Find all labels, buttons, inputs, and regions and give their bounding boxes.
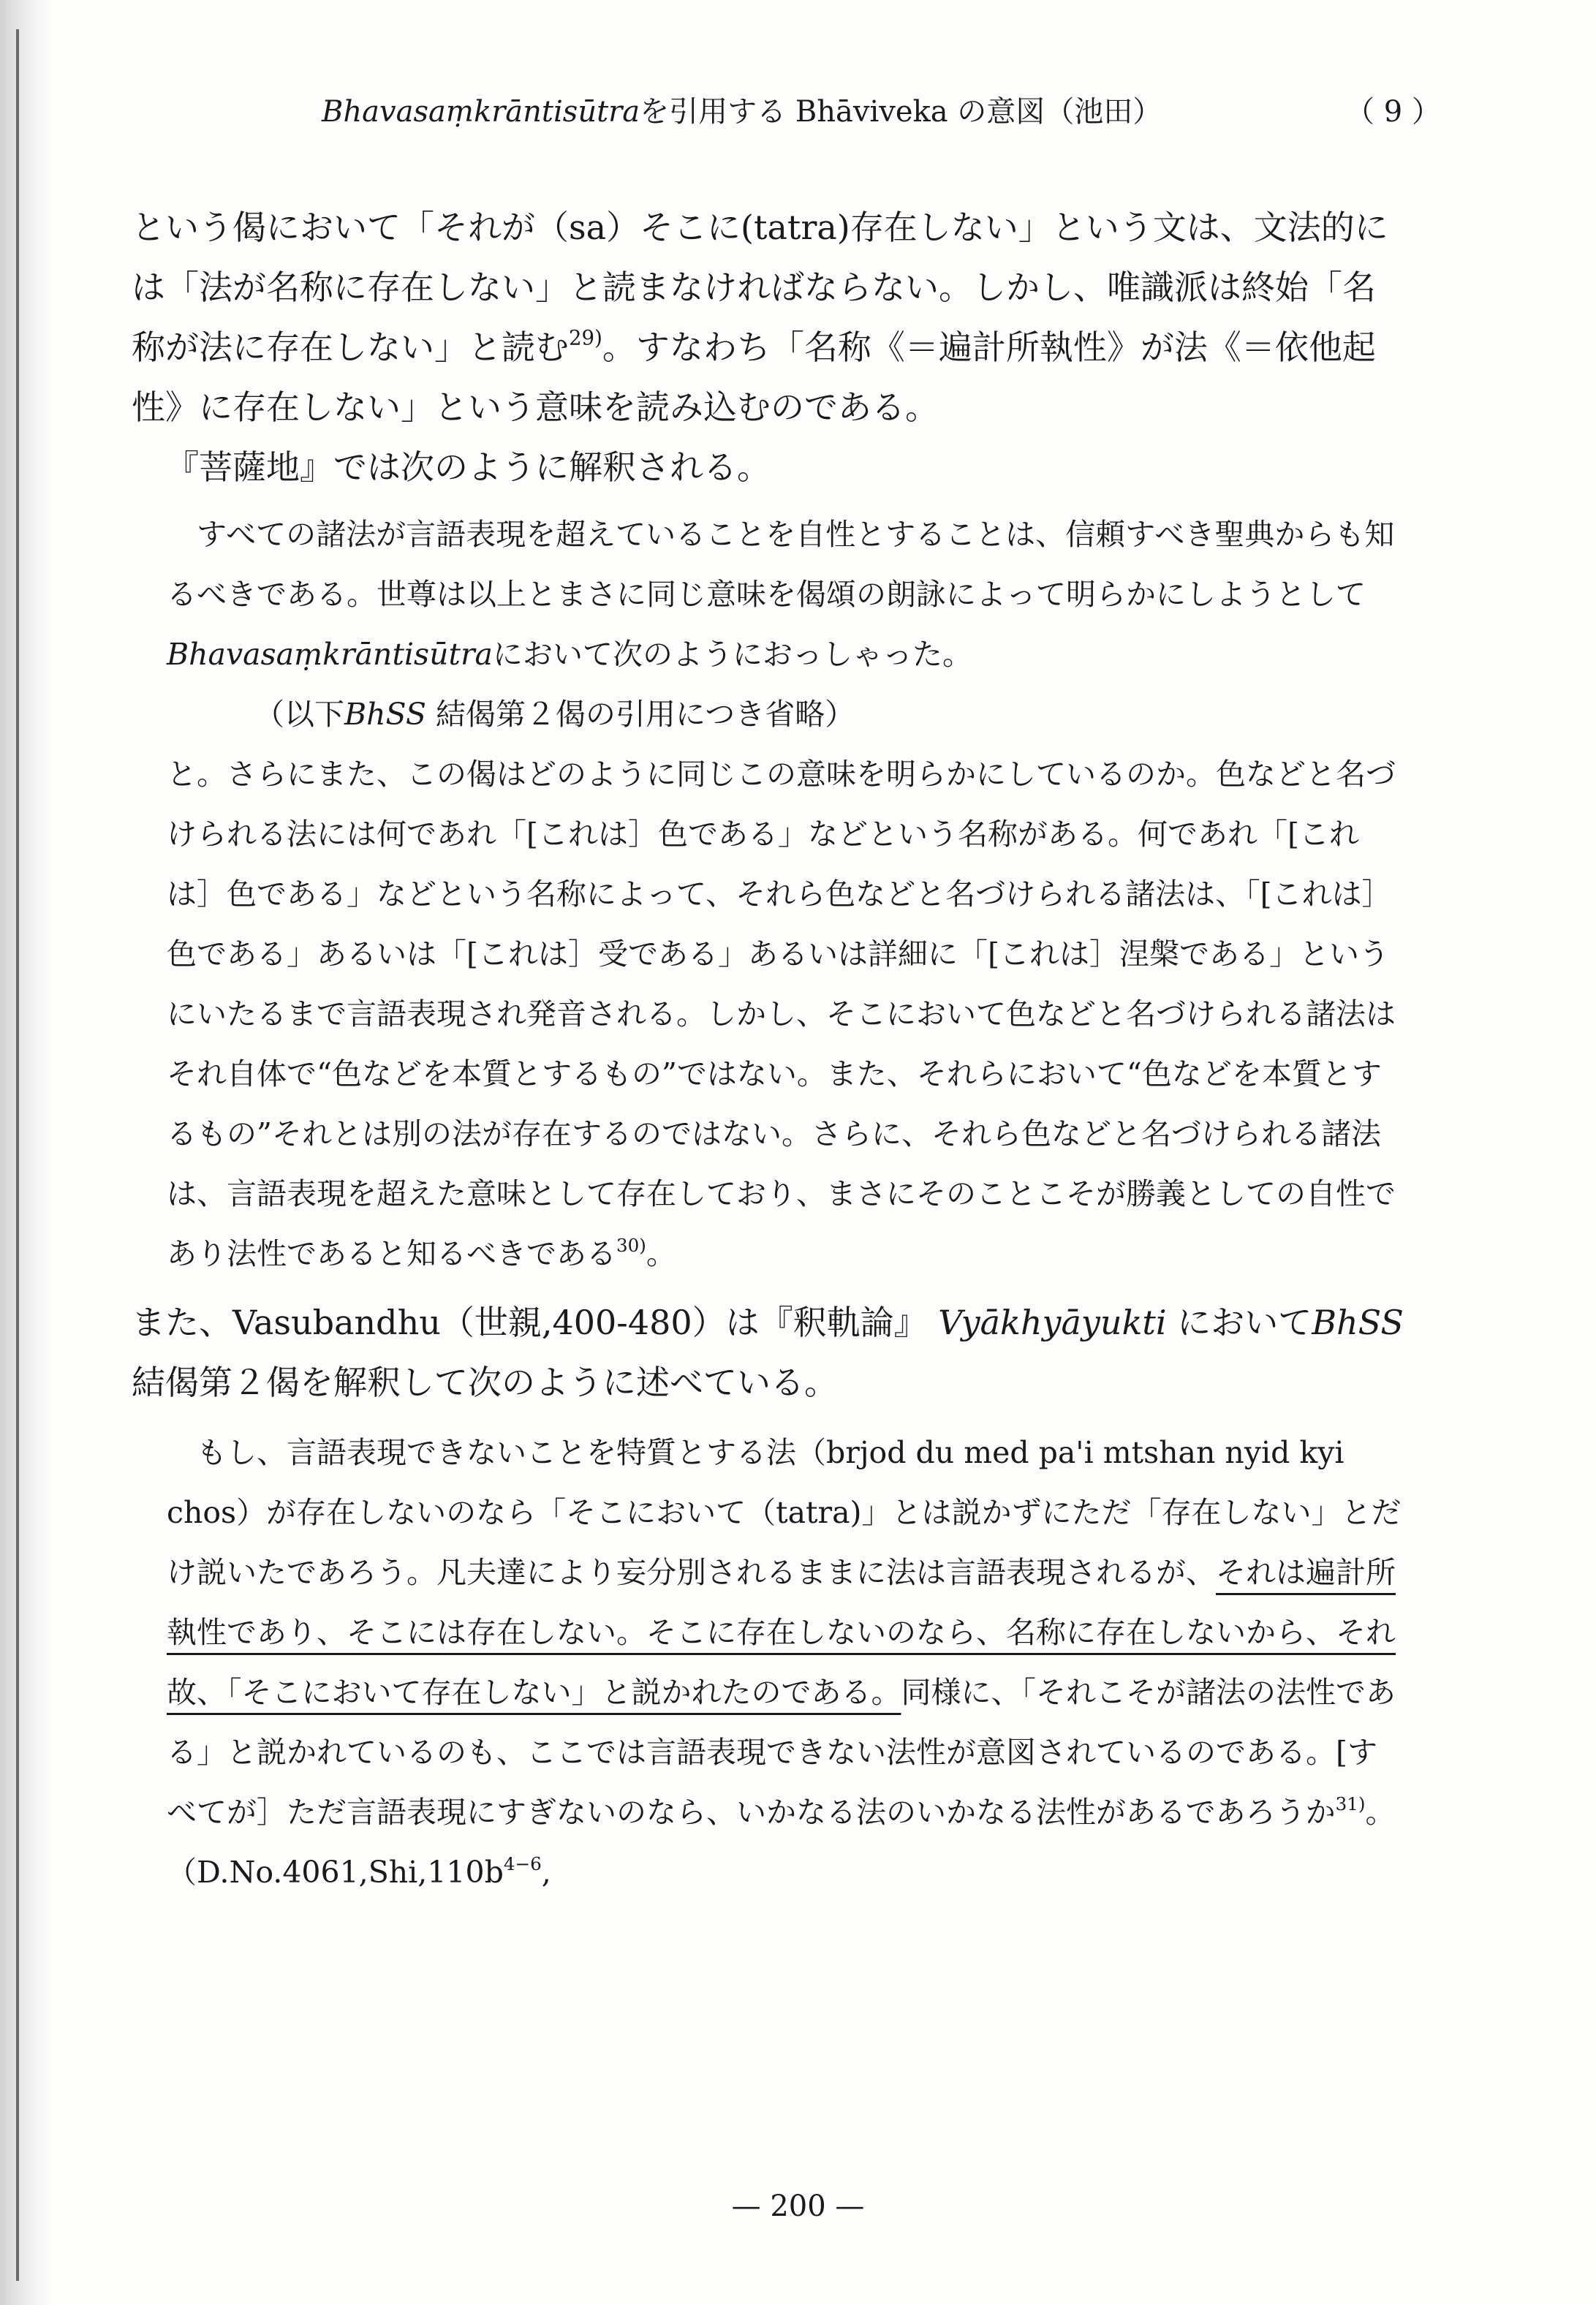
omission-abbrev: BhSS [344, 697, 426, 732]
binding-edge-line [16, 29, 19, 2281]
quote-2-text-a: もし、言語表現できないことを特質とする法（brjod du med pa'i mtshan nyid kyi chos）が存在しないのなら「そこにおいて（tatra)」とは説かずにただ「存在しない」とだけ説いたであろう。凡夫達により妄分別されるままに法は言語表現されるが、 [167, 1435, 1402, 1590]
quote-1-text-a: すべての諸法が言語表現を超えていることを自性とすることは、信頼すべき聖典からも知るべきである。世尊は以上とまさに同じ意味を偈頌の朗詠によって明らかにしようとして [167, 517, 1395, 612]
book-binding-shadow [0, 0, 51, 2305]
vyakhyayukti-title: Vyākhyāyukti [938, 1303, 1167, 1342]
paragraph-1-text-b: 。すなわち「名称《＝遍計所執性》が法《＝依他起性》に存在しない」という意味を読み込むのである。 [132, 328, 1376, 427]
running-title [322, 86, 1162, 137]
omission-post: 結偈第２偈の引用につき省略） [436, 697, 855, 732]
paragraph-1 [132, 197, 1404, 437]
running-header [322, 86, 1596, 137]
quote-2-citation: 。（D.No.4061,Shi,110b [167, 1795, 1396, 1890]
paragraph-3-text-c: 結偈第２偈を解釈して次のように述べている。 [132, 1363, 838, 1402]
quote-1-text-b: において次のようにおっしゃった。 [493, 637, 972, 672]
main-text [132, 197, 1404, 1902]
quote-2-paragraph [167, 1423, 1404, 1902]
paragraph-1-text-a: という偈において「それが（sa）そこに(tatra)存在しない」という文は、文法的には「法が名称に存在しない」と読まなければならない。しかし、唯識派は終始「名称が法に存在しない」と読む [132, 208, 1388, 367]
quotation-bodhisattvabhumi [132, 504, 1404, 1284]
underlined-passage: それは遍計所執性であり、そこには存在しない。そこに存在しないのなら、名称に存在しないから、それ故、「そこにおいて存在しない」と説かれたのである。 [167, 1555, 1396, 1710]
running-title-text: を引用する Bhāviveka の意図（池田） [640, 95, 1162, 129]
citation-line-range: 4−6 [503, 1852, 542, 1874]
quote-1-part-a [167, 504, 1404, 684]
paragraph-3 [132, 1292, 1404, 1412]
page-marker: （ 9 ） [1345, 95, 1441, 129]
quote-2-end: , [541, 1855, 551, 1890]
quote-1-text-c: と。さらにまた、この偈はどのように同じこの意味を明らかにしているのか。色などと名づけられる法には何であれ「[これは］色である」などという名称がある。何であれ「[これは］色である」などという名称によって、それら色などと名づけられる諸法は、「[これは］色である」あるいは「[これは］受である」あるいは詳細に「[これは］涅槃である」というにいたるまで言語表現され発音される。しかし、そこにおいて色などと名づけられる諸法はそれ自体で“色などを本質とするもの”ではない。また、それらにおいて“色などを本質とするもの”それとは別の法が存在するのではない。さらに、それら色などと名づけられる諸法は、言語表現を超えた意味として存在しており、まさにそのことこそが勝義としての自性であり法性であると知るべきである [167, 757, 1396, 1271]
footnote-31: 31) [1335, 1793, 1366, 1814]
quote-2-text-b: 同様に、「それこそが諸法の法性である」と説かれているのも、ここでは言語表現できない法性が意図されているのである。[すべてが］ただ言語表現にすぎないのなら、いかなる法のいかなる法性があるであろうか [167, 1675, 1396, 1830]
quotation-vyakhyayukti [132, 1423, 1404, 1902]
quote-1-sutra-title: Bhavasaṃkrāntisūtra [167, 637, 493, 672]
quote-1-end: 。 [646, 1236, 676, 1271]
paragraph-3-text-b: において [1177, 1303, 1312, 1342]
paragraph-3-text-a: また、Vasubandhu（世親,400-480）は『釈軌論』 [132, 1303, 928, 1342]
paragraph-2: 『菩薩地』では次のように解釈される。 [165, 447, 771, 487]
footnote-29: 29) [569, 325, 602, 350]
quote-1-omission-note [167, 684, 1404, 744]
footnote-30: 30) [616, 1234, 646, 1256]
omission-pre: （以下 [254, 697, 344, 732]
bhss-abbrev: BhSS [1312, 1303, 1404, 1342]
page-number: — 200 — [731, 2189, 865, 2223]
running-title-sutra: Bhavasaṃkrāntisūtra [322, 95, 640, 129]
quote-1-part-c [167, 744, 1404, 1284]
